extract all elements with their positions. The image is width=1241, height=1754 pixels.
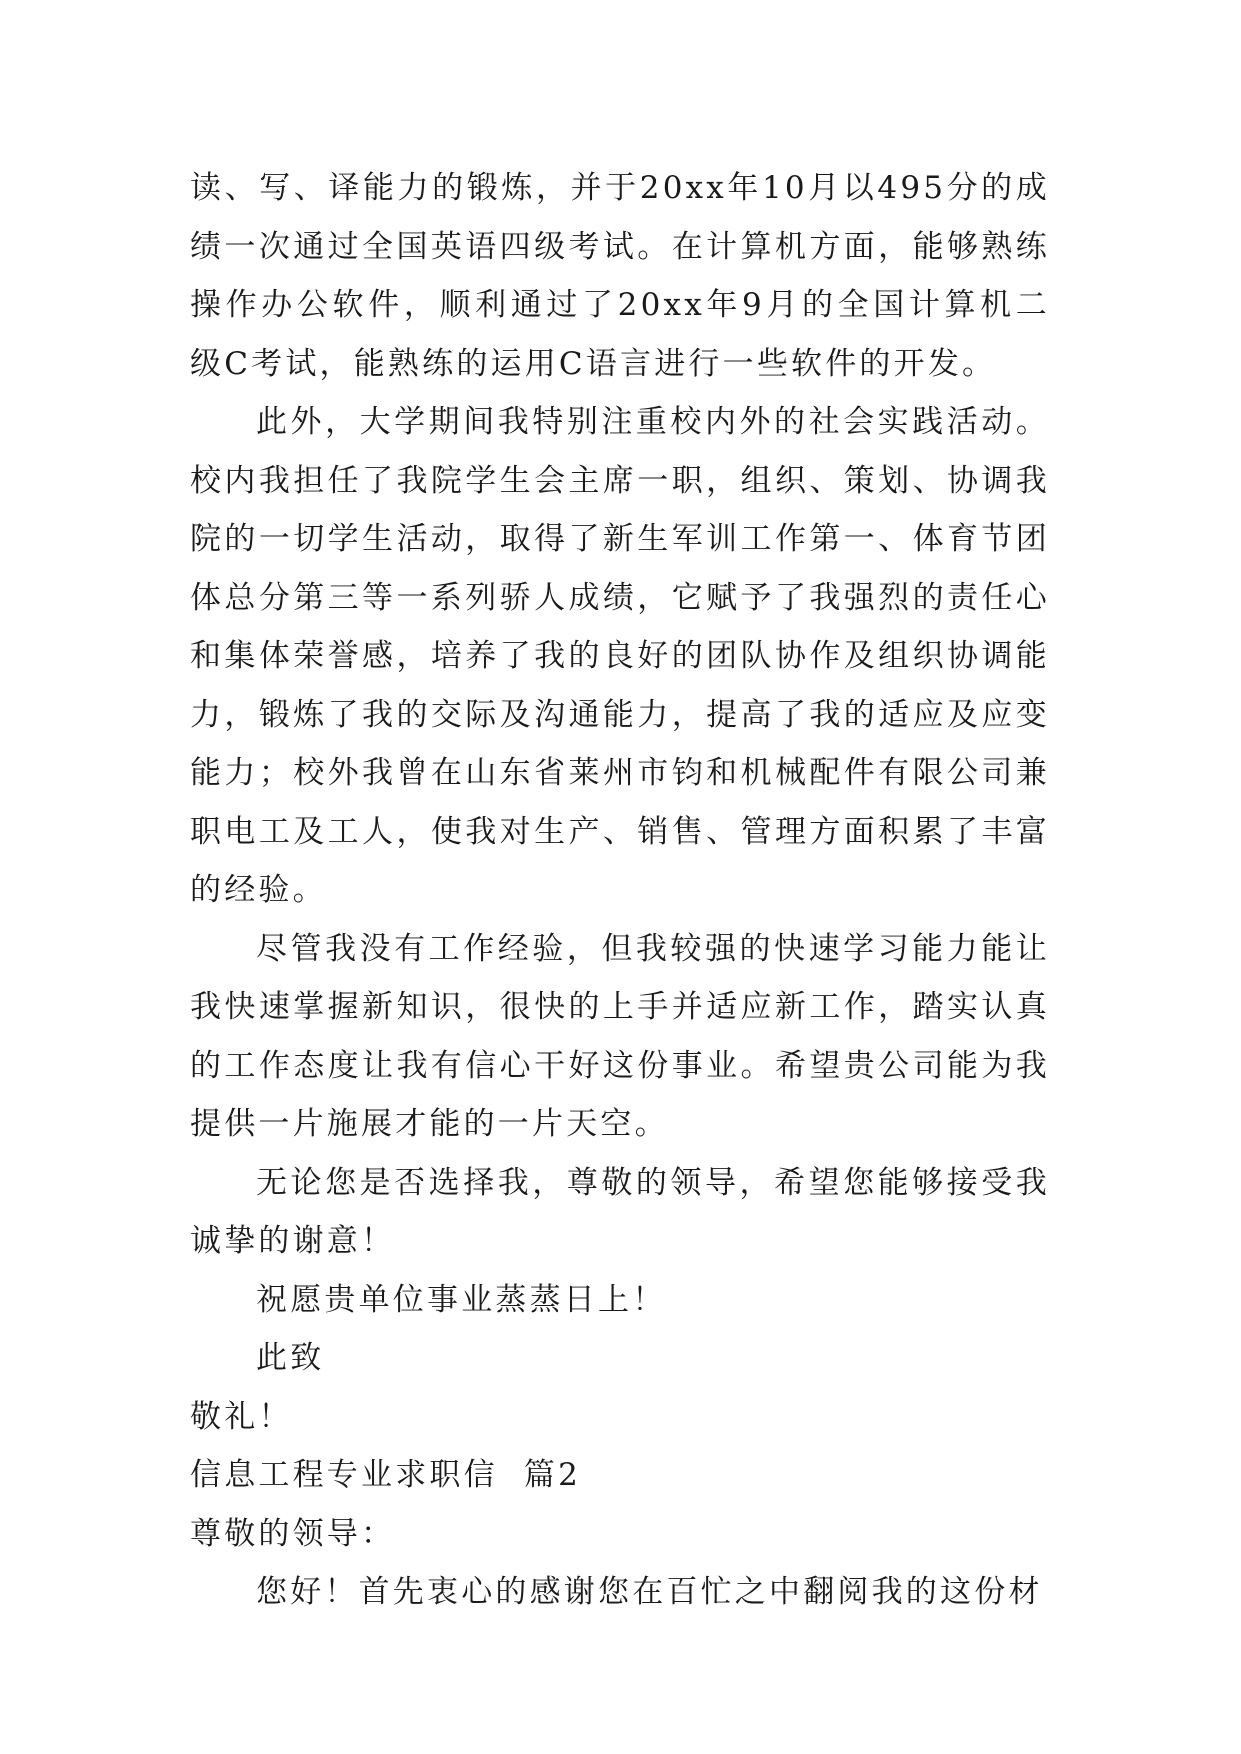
paragraph-practice: 此外，大学期间我特别注重校内外的社会实践活动。校内我担任了我院学生会主席一职，组织、策划、协调我院的一切学生活动，取得了新生军训工作第一、体育节团体总分第三等一系列骄人成绩，它赋予了我强烈的责任心和集体荣誉感，培养了我的良好的团队协作及组织协调能力，锻炼了我的交际及沟通能力，提高了我的适应及应变能力；校外我曾在山东省莱州市钧和机械配件有限公司兼职电工及工人，使我对生产、销售、管理方面积累了丰富的经验。 — [190, 404, 1050, 908]
document-body — [190, 159, 1050, 1622]
paragraph-thanks: 无论您是否选择我，尊敬的领导，希望您能够接受我诚挚的谢意！ — [190, 1164, 1050, 1259]
paragraph-learning: 尽管我没有工作经验，但我较强的快速学习能力能让我快速掌握新知识，很快的上手并适应新工作，踏实认真的工作态度让我有信心干好这份事业。希望贵公司能为我提供一片施展才能的一片天空。 — [190, 930, 1050, 1142]
closing-regards: 敬礼！ — [190, 1398, 293, 1435]
paragraph-wishes: 祝愿贵单位事业蒸蒸日上！ — [256, 1281, 667, 1318]
greeting: 尊敬的领导： — [190, 1515, 396, 1552]
paragraph-opening: 您好！首先衷心的感谢您在百忙之中翻阅我的这份材 — [256, 1574, 1043, 1610]
closing-salutation: 此致 — [256, 1340, 325, 1376]
section-heading: 信息工程专业求职信 篇2 — [190, 1457, 582, 1493]
paragraph-skills: 读、写、译能力的锻炼，并于20xx年10月以495分的成绩一次通过全国英语四级考试。在计算机方面，能够熟练操作办公软件，顺利通过了20xx年9月的全国计算机二级C考试，能熟练的运用C语言进行一些软件的开发。 — [190, 170, 1050, 382]
